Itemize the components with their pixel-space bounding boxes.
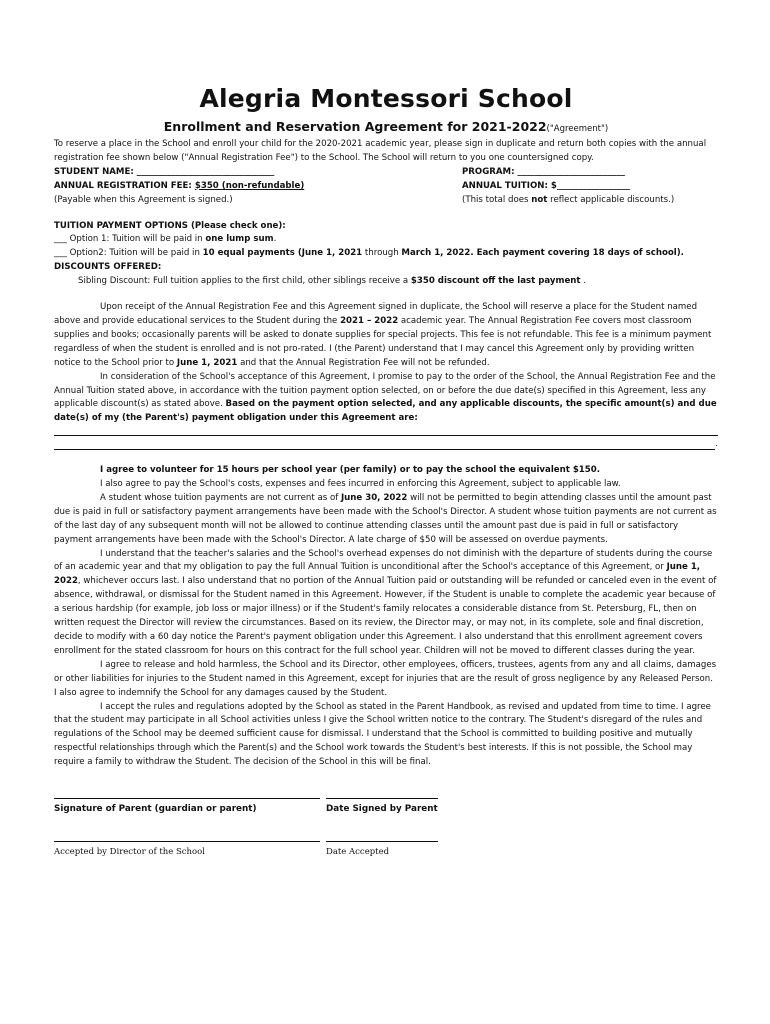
subtitle-tag: ("Agreement"): [546, 124, 609, 134]
tuition-note: [462, 194, 718, 208]
option-1-bold: one lump sum: [205, 234, 274, 245]
option-1-text: ___ Option 1: Tuition will be paid in: [54, 234, 206, 245]
sibling-text: Sibling Discount: Full tuition applies to the first child, other siblings receive a: [78, 276, 411, 287]
director-signature-row: [54, 829, 718, 842]
school-title: Alegria Montessori School: [199, 84, 573, 113]
p1-text: Upon receipt of the Annual Registration Fee and this Agreement signed in duplicate, the School will reserve a place for the Student named above and provide educational services to the Student during the: [54, 302, 698, 326]
date-accepted-label: Date Accepted: [326, 846, 390, 857]
paragraph-obligation: [54, 548, 718, 659]
volunteer-agreement: I agree to volunteer for 15 hours per school year (per family) or to pay the school the equivalent $150.: [100, 465, 601, 476]
fee-label: ANNUAL REGISTRATION FEE:: [54, 180, 195, 191]
obligation-line-1[interactable]: [54, 426, 718, 436]
obligation-line-2[interactable]: [54, 440, 715, 450]
paragraph-release: I agree to release and hold harmless, the School and its Director, other employees, officers, trustees, agents from any and all claims, damages or other liabilities for injuries to the Student named in this Agreement, except for injuries that are the result of gross negligence by any Released Person. I also agree to indemnify the School for any damages caused by the Student.: [54, 659, 717, 698]
option-2-bold-end: March 1, 2022. Each payment covering 18 days of school).: [401, 248, 684, 259]
director-signature-label: Accepted by Director of the School: [54, 846, 205, 857]
director-date-line[interactable]: [326, 829, 438, 842]
parent-signature-label: Signature of Parent (guardian or parent): [54, 804, 257, 815]
p1-date: June 1, 2021: [176, 357, 238, 368]
registration-fee: [54, 180, 462, 194]
option-2-text: ___ Option2: Tuition will be paid in: [54, 248, 203, 259]
fee-tuition-row: [54, 180, 718, 194]
parent-date-label: Date Signed by Parent: [326, 804, 438, 815]
tuition-note-not: not: [531, 194, 548, 205]
paragraph-rules: I accept the rules and regulations adopted by the School as stated in the Parent Handbook, as revised and updated from time to time. I agree that the student may participate in all School activities unless I give the School written notice to the contrary. The Student's disregard of the rules and regulations of the School may be deemed sufficient cause for dismissal. I understand that the School is committed to building positive and mutually respectful relationships through which the Parent(s) and the School work towards the Student's best interests. If this is not possible, the School may require a family to withdraw the Student. The decision of the School in this will be final.: [54, 701, 711, 768]
p1-text-3: and that the Annual Registration Fee will not be refunded.: [237, 357, 490, 368]
student-program-row: [54, 166, 718, 180]
paragraph-late-payments: [54, 492, 718, 548]
option-2-through: through: [362, 248, 402, 259]
paragraph-consideration: [54, 371, 718, 427]
obligation-line-2-row: [54, 438, 718, 452]
sibling-discount: [54, 275, 718, 289]
intro-text: To reserve a place in the School and enroll your child for the 2020-2021 academic year, please sign in duplicate and return both copies with the annual registration fee shown below ("Annual Registration Fee") to the School. The School will return to you one countersigned copy.: [54, 139, 707, 163]
fee-value: $350 (non-refundable): [194, 180, 305, 191]
option-2[interactable]: [54, 247, 718, 261]
option-2-bold: 10 equal payments (June 1, 2021: [202, 248, 363, 259]
option-1-end: .: [273, 234, 277, 245]
program-field[interactable]: PROGRAM: _________________________: [462, 166, 625, 177]
p4-text: A student whose tuition payments are not current as of: [100, 492, 341, 503]
agreement-subtitle: [54, 118, 718, 138]
paragraph-costs: I also agree to pay the School's costs, expenses and fees incurred in enforcing this Agreement, subject to applicable law.: [100, 479, 621, 490]
notes-row: [54, 194, 718, 208]
p5-date: June 1, 2022: [54, 562, 701, 587]
student-name-field[interactable]: STUDENT NAME: ________________________________: [54, 166, 275, 177]
sibling-amount: $350 discount off the last payment: [410, 276, 581, 287]
p4-date: June 30, 2022: [340, 492, 408, 503]
p5-text-2: , whichever occurs last. I also understand that no portion of the Annual Tuition paid or outstanding will be refunded or canceled even in the event of absence, withdrawal, or dismissal for the Student named in this Agreement. However, if the Student is unable to complete the academic year because of a serious hardship (for example, job loss or major illness) or if the Student's family relocates a considerable distance from St. Petersburg, FL, then on written request the Director will review the circumstances. Based on its review, the Director may, or may not, in its complete, sole and final discretion, decide to modify with a 60 day notice the Parent's payment obligation under this Agreement. I also understand that this enrollment agreement covers enrollment for the stated classroom for hours on this contract for the full school year. Children will not be moved to different classes during the year.: [54, 576, 717, 656]
p2-bold: Based on the payment option selected, and any applicable discounts, the specific amount(s) and due date(s) of my (the Parent's) payment obligation under this Agreement are:: [54, 399, 717, 424]
tuition-note-part: reflect applicable discounts.): [547, 194, 675, 205]
p1-year: 2021 – 2022: [340, 315, 399, 326]
parent-signature-row: [54, 786, 718, 799]
annual-tuition-field[interactable]: ANNUAL TUITION: $_________________: [462, 180, 630, 191]
p1-text-2: academic year. The Annual Registration Fee covers most classroom supplies and books; occasionally parents will be asked to donate supplies for special projects. This fee is not refundable. This fee is a minimum payment regardless of when the student is enrolled and is not pro-rated. I (the Parent) understand that I may cancel this Agreement only by providing written notice to the School prior to: [54, 315, 712, 368]
payment-options-heading: TUITION PAYMENT OPTIONS (Please check one):: [54, 220, 286, 231]
p5-text: I understand that the teacher's salaries and the School's overhead expenses do not diminish with the departure of students during the course of an academic year and that my obligation to pay the full Annual Tuition is unconditional after the School's acceptance of this Agreement, or: [54, 548, 713, 573]
discounts-heading: DISCOUNTS OFFERED:: [54, 262, 162, 273]
tuition-note-part: (This total does: [462, 194, 532, 205]
director-signature-line[interactable]: [54, 829, 320, 842]
option-1[interactable]: [54, 233, 718, 247]
fee-note: (Payable when this Agreement is signed.): [54, 194, 233, 205]
subtitle-text: Enrollment and Reservation Agreement for 2021-2022: [163, 119, 547, 134]
parent-signature-labels: [54, 803, 718, 817]
p4-text-2: will not be permitted to begin attending classes until the amount past due is paid in full or satisfactory payment arrangements have been made with the School's Director. A student whose tuition payments are not current as of the last day of any subsequent month will not be allowed to continue attending classes until the amount past due is paid in full or satisfactory payment arrangements have been made with the School's Director. A late charge of $50 will be assessed on overdue payments.: [54, 492, 717, 545]
obligation-end: .: [715, 439, 718, 450]
parent-date-line[interactable]: [326, 786, 438, 799]
sibling-end: .: [580, 276, 586, 287]
paragraph-registration: [54, 301, 718, 371]
parent-signature-line[interactable]: [54, 786, 320, 799]
p2-text: In consideration of the School's acceptance of this Agreement, I promise to pay to the order of the School, the Annual Registration Fee and the Annual Tuition stated above, in accordance with the tuition payment option selected, on or before the due date(s) specified in this Agreement, less any applicable discount(s) as stated above.: [54, 371, 716, 410]
director-signature-labels: [54, 846, 718, 860]
